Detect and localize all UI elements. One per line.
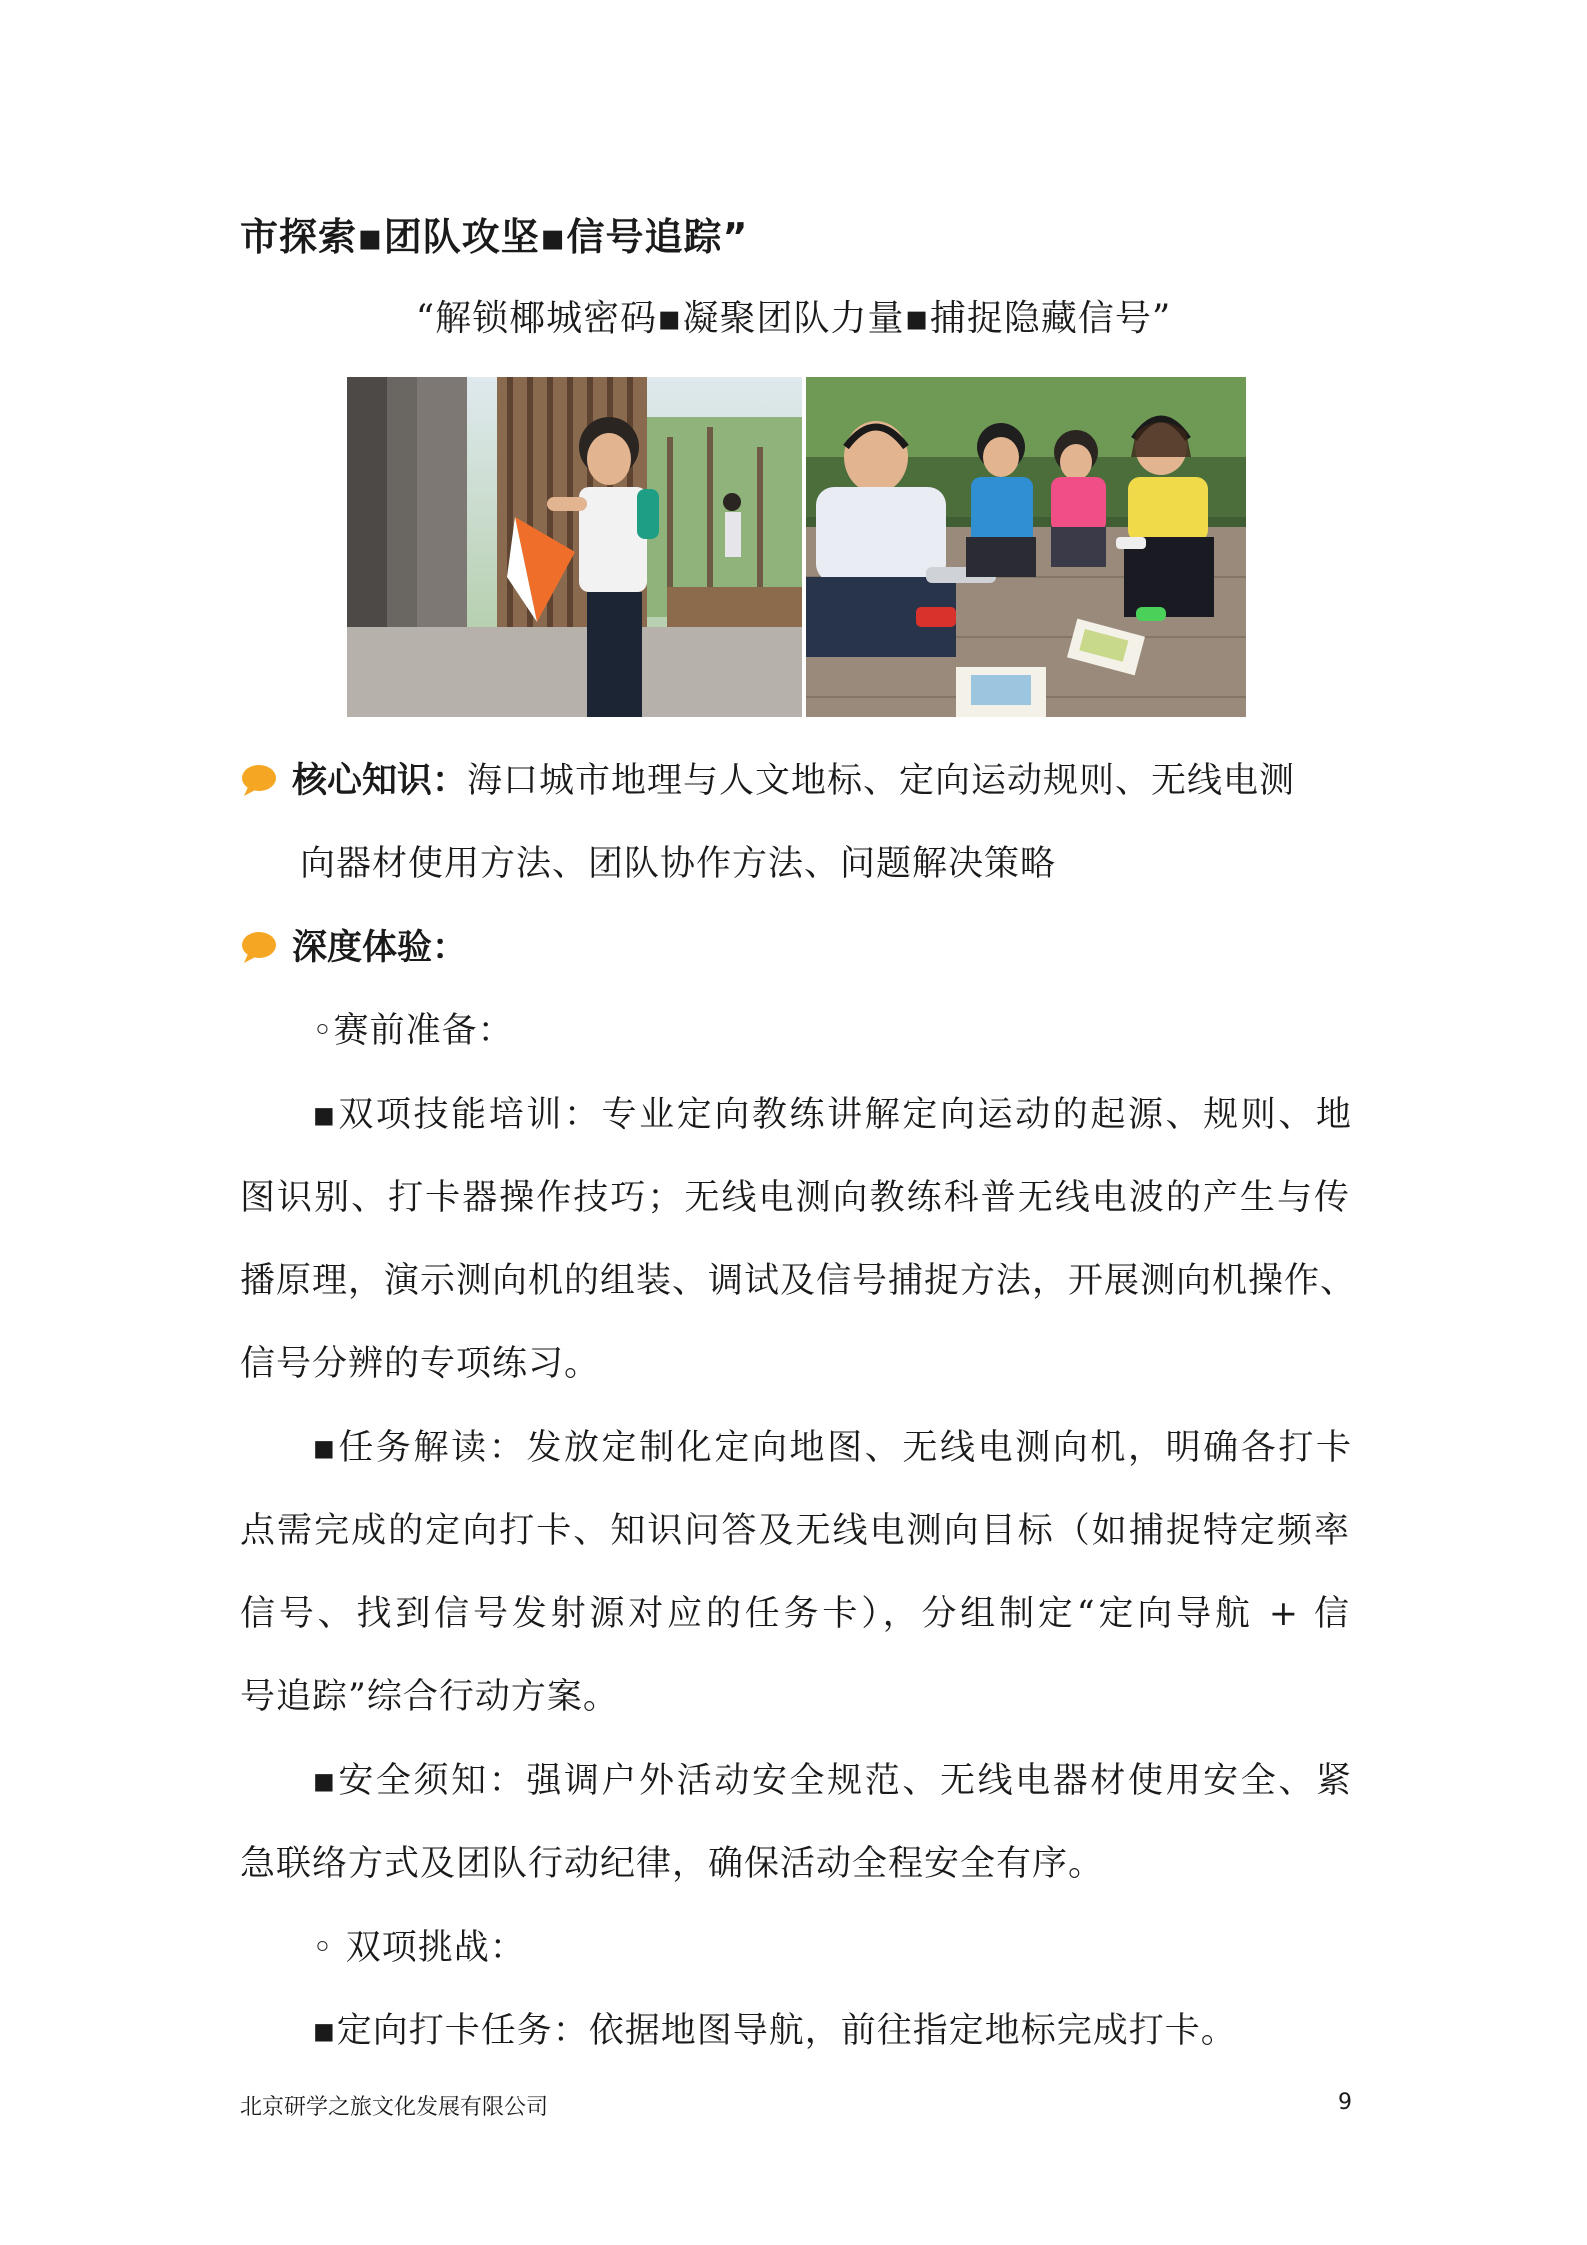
- prep-safety-line-2: 急联络方式及团队行动纪律，确保活动全程安全有序。: [240, 1844, 1105, 1884]
- section-heading: 市探索▪团队攻坚▪信号追踪”: [240, 215, 749, 259]
- photo-orienteering-checkpoint: [347, 377, 802, 717]
- photo-radio-team-image: [806, 377, 1246, 717]
- prep-task-line-3: 信号、找到信号发射源对应的任务卡），分组制定“定向导航 + 信: [240, 1594, 1350, 1634]
- footer-company: 北京研学之旅文化发展有限公司: [240, 2095, 549, 2120]
- page-number: 9: [1338, 2090, 1352, 2115]
- prep-skills-line-4: 信号分辨的专项练习。: [240, 1344, 601, 1384]
- prep-title: ◦赛前准备：: [312, 1011, 514, 1051]
- photo-radio-direction-finding: [806, 377, 1246, 717]
- prep-task-line-1: ▪任务解读：发放定制化定向地图、无线电测向机，明确各打卡: [312, 1428, 1352, 1468]
- challenge-line-1: ▪定向打卡任务：依据地图导航，前往指定地标完成打卡。: [312, 2011, 1237, 2051]
- prep-skills-line-2: 图识别、打卡器操作技巧；无线电测向教练科普无线电波的产生与传: [240, 1178, 1350, 1218]
- core-knowledge-text-cont: 向器材使用方法、团队协作方法、问题解决策略: [300, 844, 1057, 884]
- section-subtitle: “解锁椰城密码▪凝聚团队力量▪捕捉隐藏信号”: [415, 298, 1172, 339]
- deep-experience-label: 深度体验：: [292, 928, 468, 968]
- prep-task-line-4: 号追踪”综合行动方案。: [240, 1677, 619, 1717]
- deep-experience-item: [240, 922, 467, 974]
- photo-orienteering-image: [347, 377, 802, 717]
- prep-safety-line-1: ▪安全须知：强调户外活动安全规范、无线电器材使用安全、紧: [312, 1761, 1352, 1801]
- prep-skills-line-3: 播原理，演示测向机的组装、调试及信号捕捉方法，开展测向机操作、: [240, 1261, 1357, 1301]
- speech-bubble-icon: [240, 930, 278, 964]
- core-knowledge-item: [240, 755, 1295, 807]
- core-knowledge-text: 海口城市地理与人文地标、定向运动规则、无线电测: [467, 761, 1296, 801]
- prep-task-line-2: 点需完成的定向打卡、知识问答及无线电测向目标（如捕捉特定频率: [240, 1511, 1350, 1551]
- speech-bubble-icon: [240, 763, 278, 797]
- prep-skills-line-1: ▪双项技能培训：专业定向教练讲解定向运动的起源、规则、地: [312, 1095, 1352, 1135]
- core-knowledge-label: 核心知识：: [292, 761, 468, 801]
- photo-row: [347, 377, 1246, 717]
- challenge-title: ◦ 双项挑战：: [312, 1928, 526, 1968]
